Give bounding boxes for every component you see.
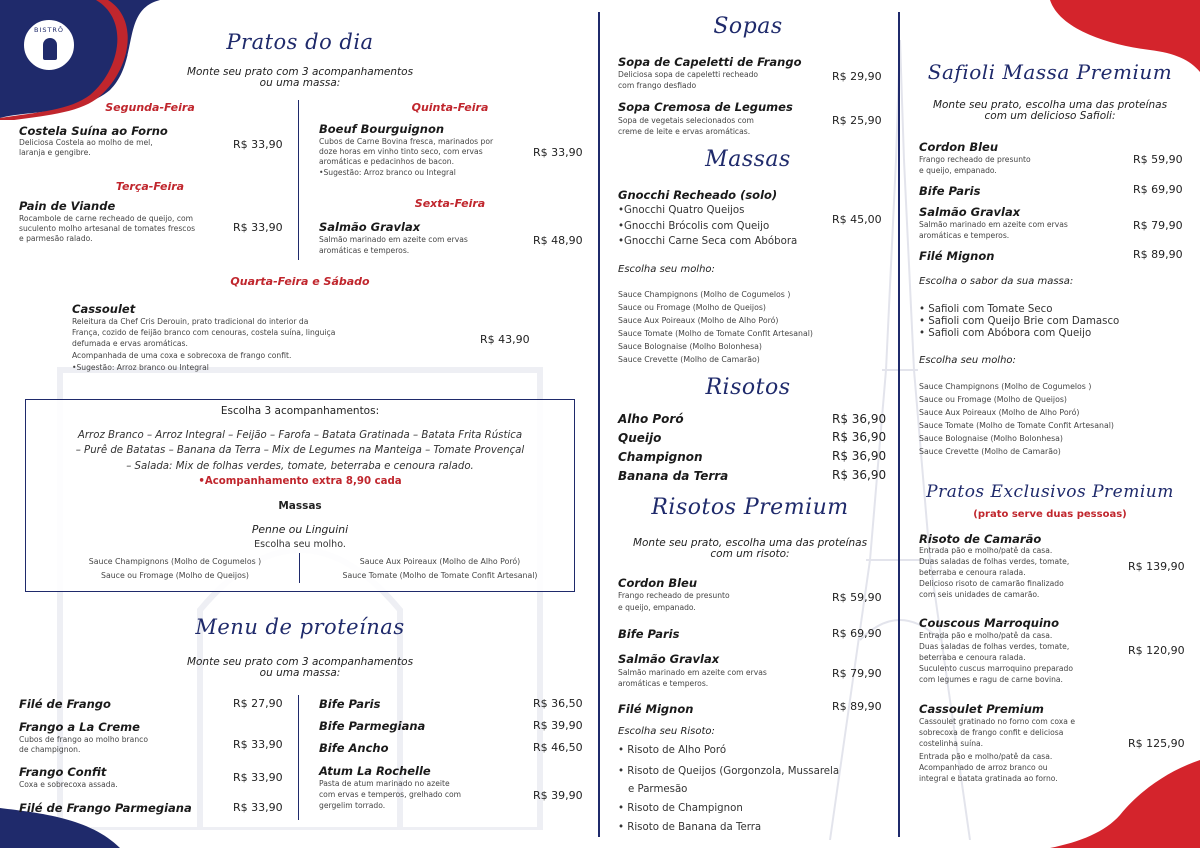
saf-cordon-price: R$ 59,90 bbox=[1133, 153, 1183, 166]
proteinas-intro-line2: ou uma massa: bbox=[259, 667, 341, 679]
risoto-alho-poro-price: R$ 36,90 bbox=[832, 412, 887, 426]
proteina-bife-parmegiana-name: Bife Parmegiana bbox=[319, 719, 426, 733]
risoto-queijo-name: Queijo bbox=[618, 431, 662, 445]
risoto-alho-poro-name: Alho Poró bbox=[618, 412, 684, 426]
segunda-day-label: Segunda-Feira bbox=[105, 101, 195, 114]
massas-sauce-1: Sauce Champignons (Molho de Cogumelos ) bbox=[618, 290, 791, 299]
acompanhamentos-line-3: – Salada: Mix de folhas verdes, tomate, beterraba e cenoura ralado. bbox=[126, 461, 474, 472]
proteina-bife-paris-price: R$ 36,50 bbox=[533, 697, 583, 710]
pratos-dia-inner-divider bbox=[298, 100, 299, 260]
molho-label: Escolha seu molho. bbox=[254, 539, 346, 550]
excl-cassoulet-desc-5: Acompanhado de arroz branco ou bbox=[919, 763, 1048, 772]
risoto-champignon-price: R$ 36,90 bbox=[832, 449, 887, 463]
sopa-capeletti-desc-2: com frango desfiado bbox=[618, 81, 697, 90]
proteina-frango-creme-name: Frango a La Creme bbox=[19, 720, 140, 734]
segunda-dish-desc-2: laranja e gengibre. bbox=[19, 148, 91, 157]
quinta-dish-desc-1: Cubos de Carne Bovina fresca, marinados por bbox=[319, 137, 494, 146]
safioli-sauce-4: Sauce Tomate (Molho de Tomate Confit Artesanal) bbox=[919, 421, 1114, 430]
sopa-legumes-desc-2: creme de leite e ervas aromáticas. bbox=[618, 127, 751, 136]
risoto-banana-name: Banana da Terra bbox=[618, 469, 729, 483]
safioli-sabor-1: • Safioli com Tomate Seco bbox=[919, 304, 1053, 315]
quinta-day-label: Quinta-Feira bbox=[411, 101, 489, 114]
saf-salmao-desc-1: Salmão marinado em azeite com ervas bbox=[919, 220, 1068, 229]
excl-risoto-desc-5: com seis unidades de camarão. bbox=[919, 590, 1040, 599]
rp-escolha-label: Escolha seu Risoto: bbox=[618, 726, 715, 737]
exclusivos-subtitle: (prato serve duas pessoas) bbox=[973, 509, 1127, 520]
acomp-sauce-3: Sauce Aux Poireaux (Molho de Alho Poró) bbox=[359, 557, 521, 566]
saf-file-mignon-name: Filé Mignon bbox=[919, 249, 995, 263]
terca-day-label: Terça-Feira bbox=[115, 180, 185, 193]
quinta-dish-desc-4: •Sugestão: Arroz branco ou Integral bbox=[319, 168, 456, 177]
pratos-dia-intro-line1: Monte seu prato com 3 acompanhamentos bbox=[186, 66, 414, 78]
massas-sauce-4: Sauce Tomate (Molho de Tomate Confit Artesanal) bbox=[618, 329, 813, 338]
proteinas-inner-divider bbox=[298, 695, 299, 820]
quarta-price: R$ 43,90 bbox=[480, 333, 530, 346]
proteina-frango-parmegiana-price: R$ 33,90 bbox=[233, 801, 283, 814]
gnocchi-name: Gnocchi Recheado (solo) bbox=[618, 188, 778, 202]
excl-couscous-price: R$ 120,90 bbox=[1128, 644, 1185, 657]
sopa-capeletti-price: R$ 29,90 bbox=[832, 70, 882, 83]
safioli-sabor-3: • Safioli com Abóbora com Queijo bbox=[919, 328, 1092, 339]
logo-text: BISTRÔ bbox=[33, 26, 65, 34]
risoto-banana-price: R$ 36,90 bbox=[832, 468, 887, 482]
sexta-dish-desc-1: Salmão marinado em azeite com ervas bbox=[319, 235, 468, 244]
excl-cassoulet-price: R$ 125,90 bbox=[1128, 737, 1185, 750]
massas-title: Massas bbox=[705, 147, 791, 172]
bistro-logo bbox=[22, 18, 76, 72]
rp-cordon-desc-2: e queijo, empanado. bbox=[618, 603, 696, 612]
saf-cordon-name: Cordon Bleu bbox=[919, 140, 999, 154]
proteina-frango-confit-price: R$ 33,90 bbox=[233, 771, 283, 784]
excl-couscous-desc-4: Suculento cuscus marroquino preparado bbox=[919, 664, 1073, 673]
risotos-premium-intro-2: com um risoto: bbox=[710, 548, 790, 560]
proteina-bife-ancho-name: Bife Ancho bbox=[319, 741, 389, 755]
rp-salmao-price: R$ 79,90 bbox=[832, 667, 882, 680]
sexta-day-label: Sexta-Feira bbox=[414, 197, 486, 210]
safioli-intro-1: Monte seu prato, escolha uma das proteínas bbox=[932, 99, 1168, 111]
gnocchi-option-3: •Gnocchi Carne Seca com Abóbora bbox=[618, 236, 798, 247]
sopas-title: Sopas bbox=[713, 14, 783, 39]
proteina-frango-creme-desc-2: de champignon. bbox=[19, 745, 81, 754]
sexta-dish-name: Salmão Gravlax bbox=[319, 220, 421, 234]
column-divider-2 bbox=[898, 12, 900, 837]
quarta-dish-name: Cassoulet bbox=[72, 302, 136, 316]
saf-salmao-price: R$ 79,90 bbox=[1133, 219, 1183, 232]
saf-cordon-desc-2: e queijo, empanado. bbox=[919, 166, 997, 175]
sopa-legumes-price: R$ 25,90 bbox=[832, 114, 882, 127]
safioli-sauce-5: Sauce Bolognaise (Molho Bolonhesa) bbox=[919, 434, 1063, 443]
proteina-bife-parmegiana-price: R$ 39,90 bbox=[533, 719, 583, 732]
proteinas-title: Menu de proteínas bbox=[195, 615, 405, 639]
acompanhamento-extra: •Acompanhamento extra 8,90 cada bbox=[198, 476, 402, 487]
proteina-file-frango-name: Filé de Frango bbox=[19, 697, 111, 711]
excl-cassoulet-desc-1: Cassoulet gratinado no forno com coxa e bbox=[919, 717, 1076, 726]
risoto-champignon-name: Champignon bbox=[618, 450, 703, 464]
acomp-sauce-2: Sauce ou Fromage (Molho de Queijos) bbox=[101, 571, 249, 580]
saf-bife-paris-price: R$ 69,90 bbox=[1133, 183, 1183, 196]
sopa-legumes-name: Sopa Cremosa de Legumes bbox=[618, 100, 793, 114]
massas-molho-label: Escolha seu molho: bbox=[618, 264, 715, 275]
pratos-dia-title: Pratos do dia bbox=[226, 30, 374, 54]
rp-salmao-desc-2: aromáticas e temperos. bbox=[618, 679, 709, 688]
quinta-price: R$ 33,90 bbox=[533, 146, 583, 159]
safioli-sauce-3: Sauce Aux Poireaux (Molho de Alho Poró) bbox=[919, 408, 1080, 417]
safioli-sauce-2: Sauce ou Fromage (Molho de Queijos) bbox=[919, 395, 1067, 404]
sexta-price: R$ 48,90 bbox=[533, 234, 583, 247]
quarta-dish-desc-2: França, cozido de feijão branco com cenouras, costela suína, linguiça bbox=[72, 328, 336, 337]
saf-bife-paris-name: Bife Paris bbox=[919, 184, 981, 198]
sexta-dish-desc-2: aromáticas e temperos. bbox=[319, 246, 410, 255]
quinta-dish-desc-3: aromáticas e pedacinhos de bacon. bbox=[319, 157, 454, 166]
proteina-file-frango-price: R$ 27,90 bbox=[233, 697, 283, 710]
rp-option-4: • Risoto de Banana da Terra bbox=[618, 822, 762, 833]
safioli-title: Safioli Massa Premium bbox=[927, 60, 1173, 84]
excl-couscous-desc-1: Entrada pão e molho/patê da casa. bbox=[919, 631, 1053, 640]
acomp-sauce-1: Sauce Champignons (Molho de Cogumelos ) bbox=[88, 557, 262, 566]
proteina-atum-desc-1: Pasta de atum marinado no azeite bbox=[319, 779, 450, 788]
proteina-atum-price: R$ 39,90 bbox=[533, 789, 583, 802]
terca-dish-desc-2: suculento molho artesanal de tomates frescos bbox=[19, 224, 196, 233]
sopa-legumes-desc-1: Sopa de vegetais selecionados com bbox=[618, 116, 754, 125]
excl-risoto-desc-2: Duas saladas de folhas verdes, tomate, bbox=[919, 557, 1070, 566]
rp-option-3: • Risoto de Champignon bbox=[618, 803, 743, 814]
massas-sauce-5: Sauce Bolognaise (Molho Bolonhesa) bbox=[618, 342, 762, 351]
excl-risoto-desc-4: Delicioso risoto de camarão finalizado bbox=[919, 579, 1064, 588]
rp-option-1-text: Risoto de Alho Poró bbox=[627, 745, 727, 756]
risotos-premium-title: Risotos Premium bbox=[651, 495, 849, 520]
quinta-dish-name: Boeuf Bourguignon bbox=[319, 122, 445, 136]
massas-sauce-6: Sauce Crevette (Molho de Camarão) bbox=[618, 355, 760, 364]
proteina-frango-creme-desc-1: Cubos de frango ao molho branco bbox=[19, 735, 148, 744]
excl-risoto-price: R$ 139,90 bbox=[1128, 560, 1185, 573]
segunda-price: R$ 33,90 bbox=[233, 138, 283, 151]
segunda-dish-desc-1: Deliciosa Costela ao molho de mel, bbox=[19, 138, 153, 147]
quarta-dish-desc-3: defumada e ervas aromáticas. bbox=[72, 339, 188, 348]
gnocchi-option-1: •Gnocchi Quatro Queijos bbox=[618, 205, 745, 216]
rp-cordon-price: R$ 59,90 bbox=[832, 591, 882, 604]
safioli-molho-label: Escolha seu molho: bbox=[919, 355, 1016, 366]
excl-cassoulet-desc-2: sobrecoxa de frango confit e deliciosa bbox=[919, 728, 1064, 737]
excl-cassoulet-desc-3: costelinha suína. bbox=[919, 739, 984, 748]
excl-cassoulet-desc-4: Entrada pão e molho/patê da casa. bbox=[919, 752, 1053, 761]
saf-salmao-name: Salmão Gravlax bbox=[919, 205, 1021, 219]
rp-cordon-name: Cordon Bleu bbox=[618, 576, 698, 590]
risotos-premium-intro-1: Monte seu prato, escolha uma das proteínas bbox=[632, 537, 868, 549]
terca-price: R$ 33,90 bbox=[233, 221, 283, 234]
terca-dish-desc-1: Rocambole de carne recheado de queijo, com bbox=[19, 214, 194, 223]
acompanhamentos-title: Escolha 3 acompanhamentos: bbox=[220, 405, 380, 417]
rp-option-4-text: Risoto de Banana da Terra bbox=[627, 822, 762, 833]
saf-cordon-desc-1: Frango recheado de presunto bbox=[919, 155, 1031, 164]
saf-file-mignon-price: R$ 89,90 bbox=[1133, 248, 1183, 261]
proteinas-intro-line1: Monte seu prato com 3 acompanhamentos bbox=[186, 656, 414, 668]
rp-file-mignon-name: Filé Mignon bbox=[618, 702, 694, 716]
proteina-bife-paris-name: Bife Paris bbox=[319, 697, 381, 711]
excl-cassoulet-name: Cassoulet Premium bbox=[919, 702, 1044, 716]
terca-dish-desc-3: e parmesão ralado. bbox=[19, 234, 93, 243]
rp-salmao-name: Salmão Gravlax bbox=[618, 652, 720, 666]
excl-risoto-desc-3: beterraba e cenoura ralada. bbox=[919, 568, 1026, 577]
rp-option-2-text: Risoto de Queijos (Gorgonzola, Mussarela bbox=[627, 766, 840, 777]
gnocchi-price: R$ 45,00 bbox=[832, 213, 882, 226]
rp-option-2-cont: e Parmesão bbox=[628, 784, 688, 795]
rp-option-3-text: Risoto de Champignon bbox=[627, 803, 743, 814]
massas-sauce-3: Sauce Aux Poireaux (Molho de Alho Poró) bbox=[618, 316, 779, 325]
proteina-bife-ancho-price: R$ 46,50 bbox=[533, 741, 583, 754]
proteina-atum-desc-3: gergelim torrado. bbox=[319, 801, 386, 810]
safioli-sabor-label: Escolha o sabor da sua massa: bbox=[919, 276, 1074, 287]
massas-label: Massas bbox=[278, 500, 322, 512]
safioli-sauce-6: Sauce Crevette (Molho de Camarão) bbox=[919, 447, 1061, 456]
proteina-frango-confit-name: Frango Confit bbox=[19, 765, 107, 779]
sopa-capeletti-desc-1: Deliciosa sopa de capeletti recheado bbox=[618, 70, 759, 79]
rp-salmao-desc-1: Salmão marinado em azeite com ervas bbox=[618, 668, 767, 677]
proteina-frango-confit-desc-1: Coxa e sobrecoxa assada. bbox=[19, 780, 118, 789]
excl-risoto-name: Risoto de Camarão bbox=[919, 532, 1042, 546]
rp-option-2: • Risoto de Queijos (Gorgonzola, Mussarela bbox=[618, 766, 840, 777]
column-divider-1 bbox=[598, 12, 600, 837]
proteina-atum-name: Atum La Rochelle bbox=[319, 764, 431, 778]
acompanhamentos-line-1: Arroz Branco – Arroz Integral – Feijão – Farofa – Batata Gratinada – Batata Frita Rústica bbox=[77, 430, 523, 441]
proteina-frango-parmegiana-name: Filé de Frango Parmegiana bbox=[19, 801, 192, 815]
excl-risoto-desc-1: Entrada pão e molho/patê da casa. bbox=[919, 546, 1053, 555]
terca-dish-name: Pain de Viande bbox=[19, 199, 116, 213]
pratos-dia-intro-line2: ou uma massa: bbox=[259, 77, 341, 89]
quarta-dish-desc-4: Acompanhada de uma coxa e sobrecoxa de frango confit. bbox=[72, 351, 292, 360]
exclusivos-title: Pratos Exclusivos Premium bbox=[926, 482, 1174, 502]
safioli-intro-2: com um delicioso Safioli: bbox=[984, 110, 1116, 122]
safioli-sabor-2: • Safioli com Queijo Brie com Damasco bbox=[919, 316, 1120, 327]
rp-option-1: • Risoto de Alho Poró bbox=[618, 745, 727, 756]
excl-couscous-desc-3: beterraba e cenoura ralada. bbox=[919, 653, 1026, 662]
acomp-sauce-4: Sauce Tomate (Molho de Tomate Confit Artesanal) bbox=[342, 571, 538, 580]
quinta-dish-desc-2: doze horas em vinho tinto seco, com ervas bbox=[319, 147, 483, 156]
gnocchi-option-2: •Gnocchi Brócolis com Queijo bbox=[618, 221, 770, 232]
rp-bife-paris-price: R$ 69,90 bbox=[832, 627, 882, 640]
proteina-atum-desc-2: com ervas e temperos, grelhado com bbox=[319, 790, 462, 799]
safioli-sauce-1: Sauce Champignons (Molho de Cogumelos ) bbox=[919, 382, 1092, 391]
rp-bife-paris-name: Bife Paris bbox=[618, 627, 680, 641]
segunda-dish-name: Costela Suína ao Forno bbox=[19, 124, 168, 138]
rp-cordon-desc-1: Frango recheado de presunto bbox=[618, 591, 730, 600]
quarta-dish-desc-1: Releitura da Chef Cris Derouin, prato tradicional do interior da bbox=[72, 317, 309, 326]
acompanhamentos-sauce-divider bbox=[299, 553, 300, 583]
quarta-day-label: Quarta-Feira e Sábado bbox=[230, 275, 370, 288]
proteina-frango-creme-price: R$ 33,90 bbox=[233, 738, 283, 751]
massas-sauce-2: Sauce ou Fromage (Molho de Queijos) bbox=[618, 303, 766, 312]
excl-cassoulet-desc-6: integral e batata gratinada ao forno. bbox=[919, 774, 1058, 783]
logo-figure-icon bbox=[43, 38, 57, 60]
rp-file-mignon-price: R$ 89,90 bbox=[832, 700, 882, 713]
excl-couscous-desc-5: com legumes e ragu de carne bovina. bbox=[919, 675, 1063, 684]
excl-couscous-name: Couscous Marroquino bbox=[919, 616, 1060, 630]
acompanhamentos-line-2: – Purê de Batatas – Banana da Terra – Mix de Legumes na Manteiga – Tomate Provençal bbox=[75, 445, 525, 456]
penne-label: Penne ou Linguini bbox=[251, 523, 349, 536]
quarta-dish-desc-5: •Sugestão: Arroz branco ou Integral bbox=[72, 363, 209, 372]
risotos-title: Risotos bbox=[705, 375, 791, 400]
saf-salmao-desc-2: aromáticas e temperos. bbox=[919, 231, 1010, 240]
risoto-queijo-price: R$ 36,90 bbox=[832, 430, 887, 444]
excl-couscous-desc-2: Duas saladas de folhas verdes, tomate, bbox=[919, 642, 1070, 651]
sopa-capeletti-name: Sopa de Capeletti de Frango bbox=[618, 55, 802, 69]
